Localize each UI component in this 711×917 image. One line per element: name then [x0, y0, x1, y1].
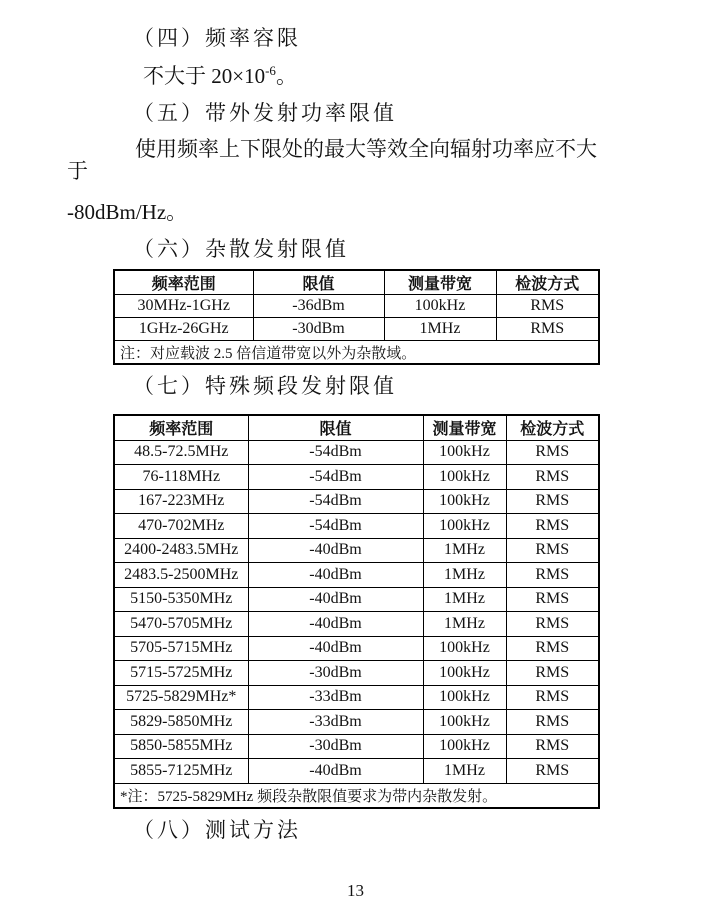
table-cell: RMS	[506, 636, 599, 661]
table-cell: 1MHz	[423, 538, 506, 563]
table-row	[114, 295, 599, 318]
table-cell: RMS	[506, 563, 599, 588]
table-cell: 100kHz	[423, 636, 506, 661]
table-row	[114, 489, 599, 514]
table-cell: -54dBm	[248, 440, 423, 465]
section-heading-test-method: （八）测试方法	[133, 818, 301, 842]
table-cell: 5705-5715MHz	[114, 636, 248, 661]
column-header-detection-mode: 检波方式	[496, 270, 599, 295]
table-cell: RMS	[506, 587, 599, 612]
column-header-limit: 限值	[253, 270, 384, 295]
table-row	[114, 587, 599, 612]
table-cell: -30dBm	[248, 661, 423, 686]
table-cell: -30dBm	[253, 318, 384, 341]
section-heading-special-band-limit: （七）特殊频段发射限值	[133, 374, 397, 398]
table-cell: 76-118MHz	[114, 465, 248, 490]
table-note: *注：5725-5829MHz 频段杂散限值要求为带内杂散发射。	[114, 783, 599, 808]
table-cell: 48.5-72.5MHz	[114, 440, 248, 465]
table-row	[114, 465, 599, 490]
table-cell: 30MHz-1GHz	[114, 295, 253, 318]
table-cell: 2400-2483.5MHz	[114, 538, 248, 563]
table-row	[114, 636, 599, 661]
paragraph-oob-line1: 使用频率上下限处的最大等效全向辐射功率应不大于	[67, 137, 597, 183]
table-cell: RMS	[506, 440, 599, 465]
table-cell: RMS	[506, 612, 599, 637]
section-heading-frequency-tolerance: （四）频率容限	[133, 26, 301, 50]
table-cell: 100kHz	[423, 710, 506, 735]
column-header-detection-mode: 检波方式	[506, 415, 599, 440]
table-cell: RMS	[506, 661, 599, 686]
tolerance-value-period: 。	[275, 64, 297, 88]
table-header-row	[114, 270, 599, 295]
table-cell: 100kHz	[423, 685, 506, 710]
table-cell: 100kHz	[423, 514, 506, 539]
table-cell: -33dBm	[248, 685, 423, 710]
section-heading-spurious-limit: （六）杂散发射限值	[133, 237, 349, 261]
table-note: 注：对应载波 2.5 倍信道带宽以外为杂散域。	[114, 341, 599, 365]
table-cell: 2483.5-2500MHz	[114, 563, 248, 588]
table-cell: RMS	[506, 465, 599, 490]
table-cell: -40dBm	[248, 563, 423, 588]
table-cell: 1GHz-26GHz	[114, 318, 253, 341]
table-cell: RMS	[506, 685, 599, 710]
paragraph-oob-line2: -80dBm/Hz。	[67, 200, 188, 224]
table-cell: -40dBm	[248, 759, 423, 784]
table-cell: -40dBm	[248, 612, 423, 637]
table-cell: RMS	[496, 318, 599, 341]
table-cell: 5829-5850MHz	[114, 710, 248, 735]
tolerance-value-text: 不大于 20×10	[143, 64, 266, 88]
table-cell: 1MHz	[423, 759, 506, 784]
table-cell: 5470-5705MHz	[114, 612, 248, 637]
table-cell: -40dBm	[248, 636, 423, 661]
table-cell: 1MHz	[423, 612, 506, 637]
table-row	[114, 514, 599, 539]
table-cell: 5850-5855MHz	[114, 734, 248, 759]
table-cell: RMS	[506, 710, 599, 735]
table-row	[114, 661, 599, 686]
table-cell: 1MHz	[384, 318, 496, 341]
table-cell: RMS	[506, 759, 599, 784]
special-band-emission-table	[113, 414, 600, 809]
table-row	[114, 734, 599, 759]
table-row	[114, 612, 599, 637]
table-cell: 1MHz	[423, 563, 506, 588]
table-cell: 5855-7125MHz	[114, 759, 248, 784]
table-note-row	[114, 783, 599, 808]
table-cell: -54dBm	[248, 465, 423, 490]
table-row	[114, 710, 599, 735]
table-cell: RMS	[496, 295, 599, 318]
table-cell: RMS	[506, 734, 599, 759]
table-cell: 100kHz	[423, 489, 506, 514]
table-cell: RMS	[506, 489, 599, 514]
section-heading-oob-power-limit: （五）带外发射功率限值	[133, 101, 397, 125]
column-header-frequency-range: 频率范围	[114, 415, 248, 440]
tolerance-exponent: -6	[265, 63, 276, 78]
table-cell: 100kHz	[423, 465, 506, 490]
table-cell: 100kHz	[423, 734, 506, 759]
table-cell: 100kHz	[423, 661, 506, 686]
table-cell: -40dBm	[248, 538, 423, 563]
table-cell: 1MHz	[423, 587, 506, 612]
table-note-row	[114, 341, 599, 365]
table-cell: -33dBm	[248, 710, 423, 735]
table-cell: -54dBm	[248, 514, 423, 539]
table-cell: 100kHz	[423, 440, 506, 465]
table-cell: 5150-5350MHz	[114, 587, 248, 612]
table-cell: RMS	[506, 538, 599, 563]
table-cell: -30dBm	[248, 734, 423, 759]
table-row	[114, 318, 599, 341]
table-row	[114, 685, 599, 710]
table-header-row	[114, 415, 599, 440]
table-cell: 167-223MHz	[114, 489, 248, 514]
table-cell: -54dBm	[248, 489, 423, 514]
table-cell: 5715-5725MHz	[114, 661, 248, 686]
table-cell: -40dBm	[248, 587, 423, 612]
table-row	[114, 563, 599, 588]
table-cell: RMS	[506, 514, 599, 539]
table-cell: 470-702MHz	[114, 514, 248, 539]
column-header-measure-bandwidth: 测量带宽	[384, 270, 496, 295]
table-cell: 100kHz	[384, 295, 496, 318]
page-number: 13	[347, 881, 364, 900]
column-header-measure-bandwidth: 测量带宽	[423, 415, 506, 440]
spurious-emission-table	[113, 269, 600, 365]
table-row	[114, 538, 599, 563]
paragraph-tolerance-value	[143, 65, 597, 87]
table-row	[114, 759, 599, 784]
column-header-limit: 限值	[248, 415, 423, 440]
table-cell: -36dBm	[253, 295, 384, 318]
table-cell: 5725-5829MHz*	[114, 685, 248, 710]
column-header-frequency-range: 频率范围	[114, 270, 253, 295]
table-row	[114, 440, 599, 465]
